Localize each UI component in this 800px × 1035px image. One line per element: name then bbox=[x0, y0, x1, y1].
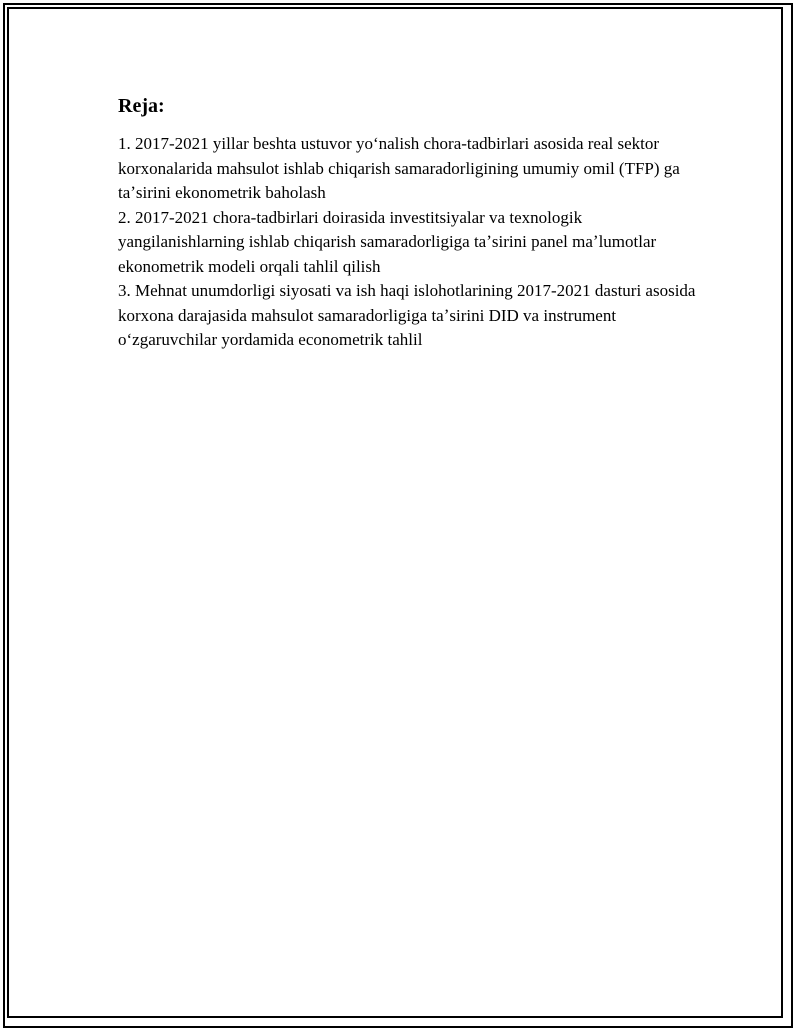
document-body bbox=[118, 92, 698, 353]
page-title: Reja: bbox=[118, 95, 165, 117]
plan-item-2: 2. 2017-2021 chora-tadbirlari doirasida investitsiyalar va texnologik yangilanishlarning ishlab chiqarish samaradorligiga taʼsirini panel maʼlumotlar ekonometrik modeli orqali tahlil qilish bbox=[118, 207, 657, 276]
plan-item-3: 3. Mehnat unumdorligi siyosati va ish haqi islohotlarining 2017-2021 dasturi asosida korxona darajasida mahsulot samaradorligiga taʼsirini DID va instrument oʻzgaruvchilar yordamida econometrik tahlil bbox=[118, 281, 696, 349]
plan-list bbox=[118, 132, 698, 353]
plan-item-1: 1. 2017-2021 yillar beshta ustuvor yoʻnalish chora-tadbirlari asosida real sektor korxonalarida mahsulot ishlab chiqarish samaradorligining umumiy omil (TFP) ga taʼsirini ekonometrik baholash bbox=[118, 134, 680, 202]
